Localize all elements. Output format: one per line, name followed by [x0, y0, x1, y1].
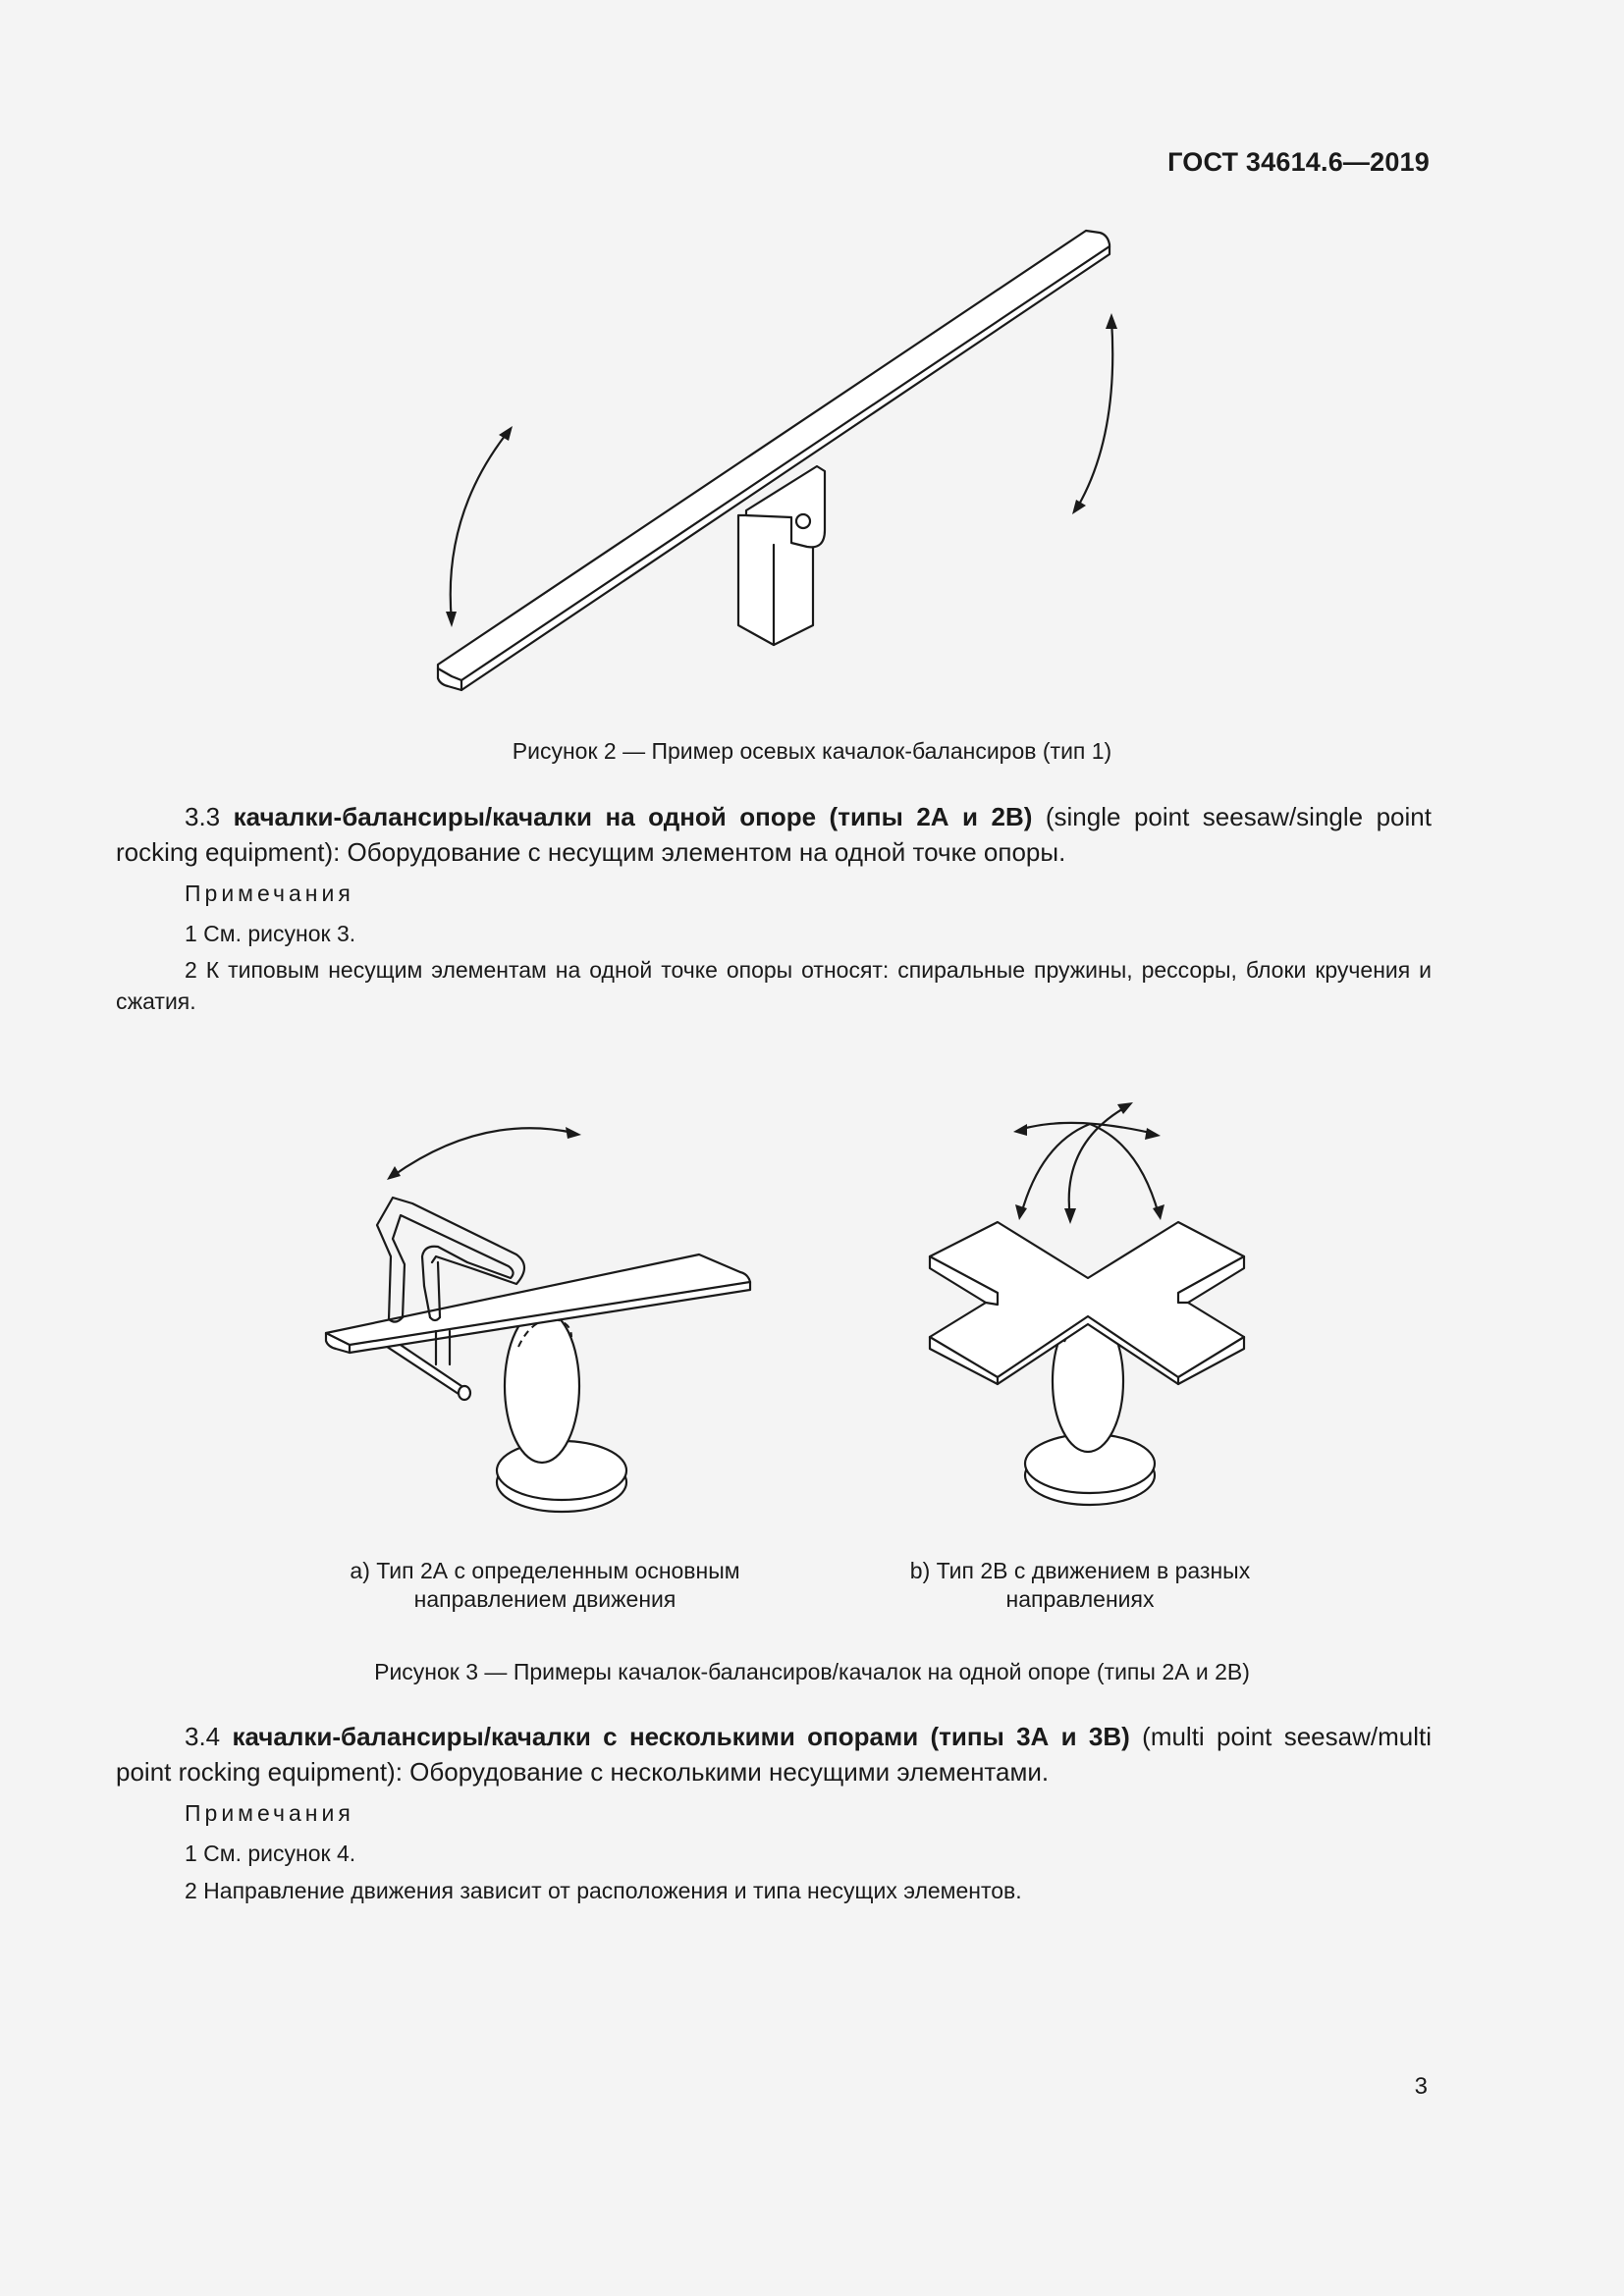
section-3-3-note-2: [116, 954, 1432, 1017]
figure-3a-subcaption: [295, 1557, 795, 1614]
section-3-4-definition: (multi point seesaw/multi point rocking equipment): Оборудование с несколькими несущими элементами.: [116, 1722, 1432, 1787]
section-3-4-paragraph: [116, 1719, 1432, 1789]
figure-3-caption: Рисунок 3 — Примеры качалок-балансиров/качалок на одной опоре (типы 2А и 2В): [374, 1659, 1250, 1684]
section-3-3-definition: (single point seesaw/single point rocking equipment): Оборудование с несущим элементом на одной точке опоры.: [116, 802, 1432, 867]
figure-3b-subcaption: [864, 1557, 1296, 1614]
figure-2-seesaw-illustration: [422, 221, 1129, 712]
figure-2-caption: Рисунок 2 — Пример осевых качалок-балансиров (тип 1): [512, 738, 1112, 764]
section-3-4-number: 3.4: [185, 1722, 221, 1751]
section-3-3-note-1: 1 См. рисунок 3.: [185, 921, 356, 946]
figure-3a-subcaption-line-1: а) Тип 2А с определенным основным: [350, 1558, 740, 1583]
figure-3a-subcaption-line-2: направлением движения: [413, 1586, 677, 1612]
section-3-4-note-2: 2 Направление движения зависит от расположения и типа несущих элементов.: [185, 1878, 1022, 1903]
section-3-3-notes-heading: Примечания: [185, 881, 354, 906]
section-3-3-note-2-text: 2 К типовым несущим элементам на одной точке опоры относят: спиральные пружины, рессоры, блоки кручения и сжатия.: [116, 957, 1432, 1014]
section-3-4-note-1: 1 См. рисунок 4.: [185, 1841, 356, 1866]
figure-3b-subcaption-line-1: b) Тип 2В с движением в разных: [909, 1558, 1251, 1583]
figure-3b-subcaption-line-2: направлениях: [1005, 1586, 1155, 1612]
section-3-3-number: 3.3: [185, 802, 221, 831]
figure-3a-type-2a-illustration: [314, 1109, 776, 1531]
document-code: ГОСТ 34614.6—2019: [1167, 147, 1430, 177]
page-number: 3: [1414, 2073, 1428, 2100]
figure-3b-type-2b-illustration: [913, 1085, 1267, 1536]
section-3-3-term: качалки-балансиры/качалки на одной опоре (типы 2А и 2В): [233, 802, 1033, 831]
section-3-3-paragraph: [116, 799, 1432, 870]
section-3-4-notes-heading: Примечания: [185, 1800, 354, 1826]
section-3-4-term: качалки-балансиры/качалки с несколькими опорами (типы 3А и 3В): [232, 1722, 1130, 1751]
